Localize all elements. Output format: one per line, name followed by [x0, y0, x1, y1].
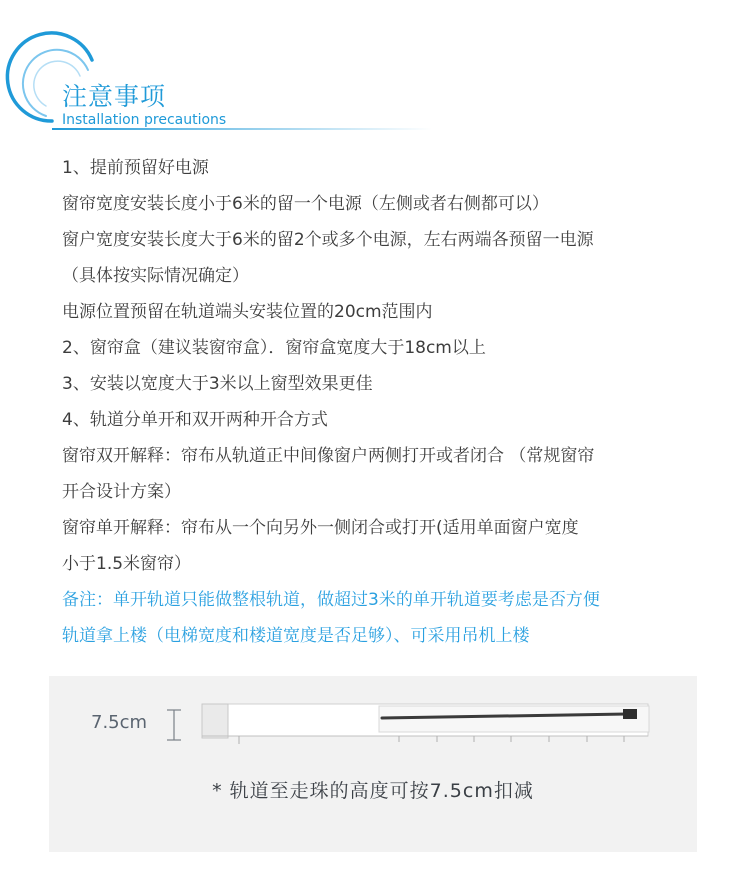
text-line: 窗帘双开解释：帘布从轨道正中间像窗户两侧打开或者闭合 （常规窗帘: [62, 446, 595, 466]
section-header: [0, 0, 750, 150]
text-line: 电源位置预留在轨道端头安装位置的20cm范围内: [62, 302, 433, 322]
text-line: 4、轨道分单开和双开两种开合方式: [62, 410, 328, 430]
section-title: 注意事项: [62, 82, 167, 111]
precautions-text: [62, 150, 712, 654]
note-line: 备注：单开轨道只能做整根轨道，做超过3米的单开轨道要考虑是否方便: [62, 590, 600, 610]
text-line: 窗帘宽度安装长度小于6米的留一个电源（左侧或者右侧都可以）: [62, 194, 549, 214]
text-line: 窗帘单开解释：帘布从一个向另外一侧闭合或打开(适用单面窗户宽度: [62, 518, 579, 538]
text-line: 窗户宽度安装长度大于6米的留2个或多个电源，左右两端各预留一电源: [62, 230, 594, 250]
diagram-caption: * 轨道至走珠的高度可按7.5cm扣减: [212, 780, 534, 802]
curtain-track-illustration-icon: [49, 676, 697, 852]
section-subtitle: Installation precautions: [62, 112, 227, 128]
text-line: 小于1.5米窗帘）: [62, 554, 192, 574]
text-line: （具体按实际情况确定）: [62, 266, 249, 286]
dimension-label: 7.5cm: [91, 712, 148, 733]
text-line: 1、提前预留好电源: [62, 158, 209, 178]
track-diagram-panel: [49, 676, 697, 852]
note-line: 轨道拿上楼（电梯宽度和楼道宽度是否足够）、可采用吊机上楼: [62, 626, 530, 646]
text-line: 2、窗帘盒（建议装窗帘盒）．窗帘盒宽度大于18cm以上: [62, 338, 486, 358]
text-line: 3、安装以宽度大于3米以上窗型效果更佳: [62, 374, 373, 394]
text-line: 开合设计方案）: [62, 482, 181, 502]
